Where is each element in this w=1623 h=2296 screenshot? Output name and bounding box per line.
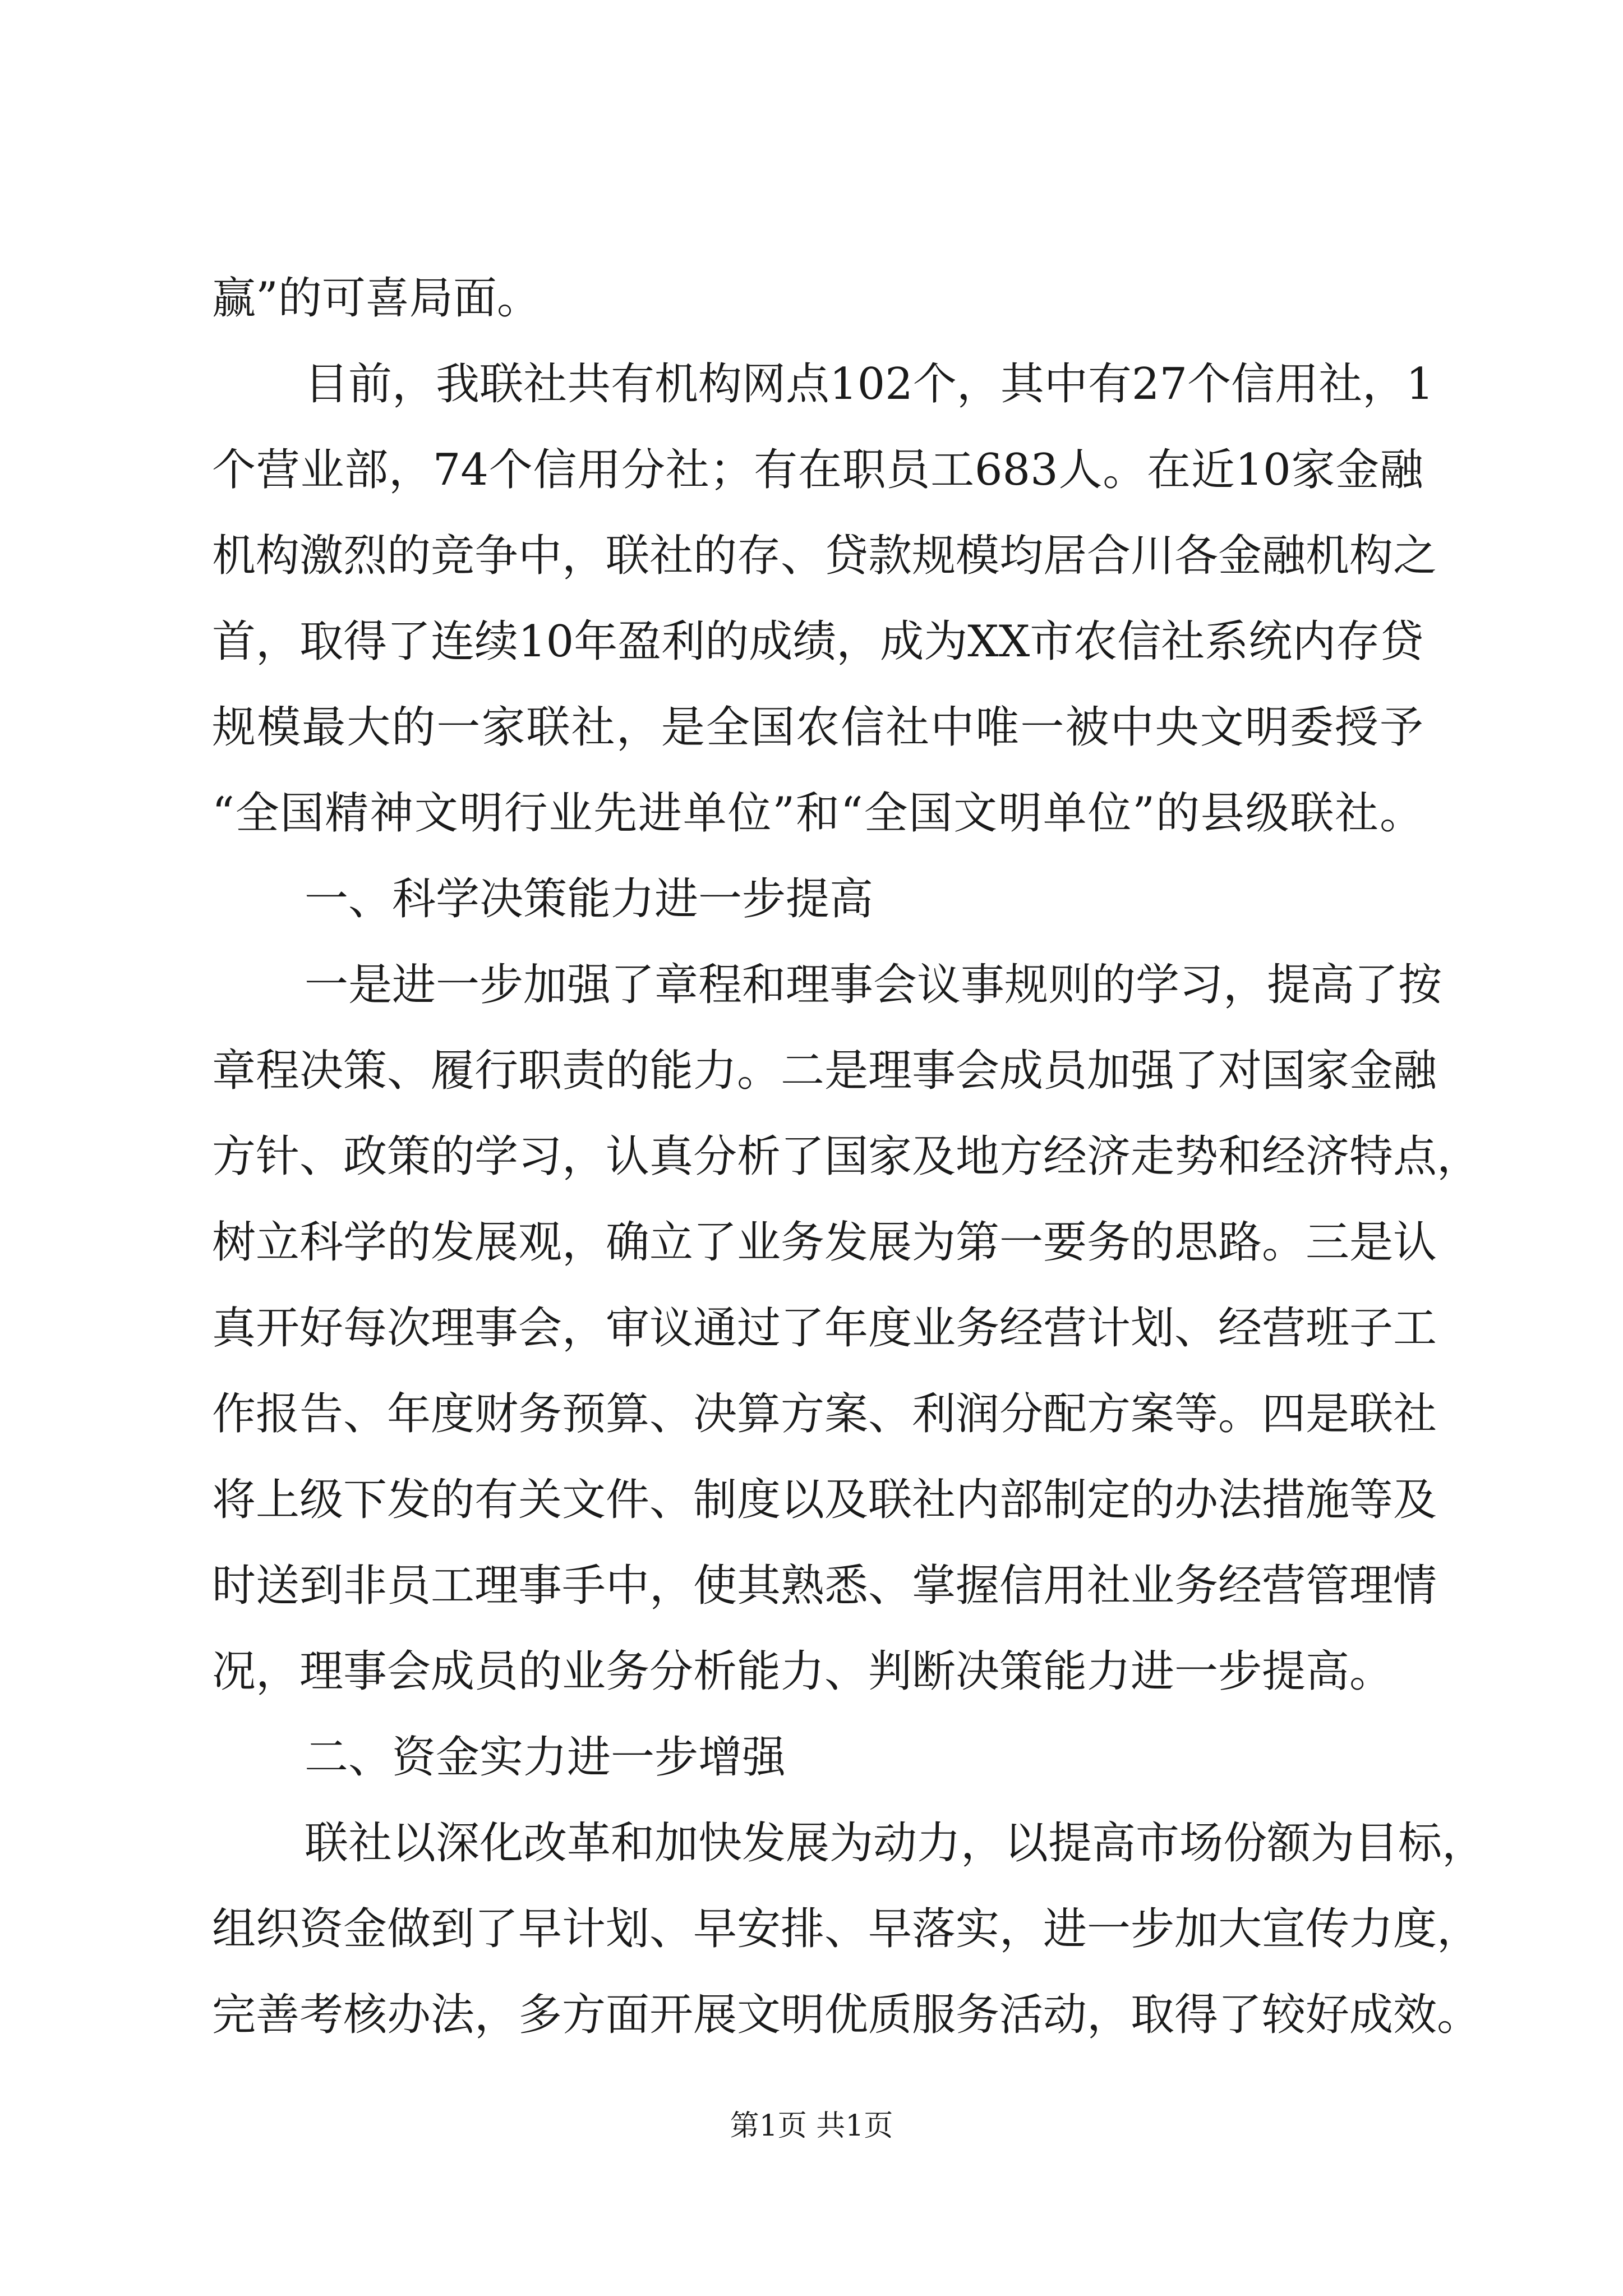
paragraph-line: “全国精神文明行业先进单位”和“全国文明单位”的县级联社。 bbox=[212, 788, 1423, 839]
paragraph-line: 个营业部，74个信用分社；有在职员工683人。在近10家金融 bbox=[212, 445, 1423, 495]
paragraph-line: 方针、政策的学习，认真分析了国家及地方经济走势和经济特点， bbox=[212, 1131, 1481, 1182]
paragraph-line: 树立科学的发展观，确立了业务发展为第一要务的思路。三是认 bbox=[212, 1217, 1437, 1268]
document-body bbox=[212, 256, 1486, 2058]
paragraph-line: 目前，我联社共有机构网点102个，其中有27个信用社，1 bbox=[305, 359, 1434, 409]
paragraph-line: 真开好每次理事会，审议通过了年度业务经营计划、经营班子工 bbox=[212, 1303, 1437, 1354]
section-heading: 一、科学决策能力进一步提高 bbox=[305, 874, 874, 924]
section-heading: 二、资金实力进一步增强 bbox=[305, 1732, 786, 1783]
paragraph-line: 机构激烈的竞争中，联社的存、贷款规模均居合川各金融机构之 bbox=[212, 531, 1437, 581]
page-footer: 第1页 共1页 bbox=[730, 2109, 893, 2143]
paragraph-line: 组织资金做到了早计划、早安排、早落实，进一步加大宣传力度， bbox=[212, 1904, 1481, 1954]
paragraph-line: 作报告、年度财务预算、决算方案、利润分配方案等。四是联社 bbox=[212, 1389, 1437, 1439]
paragraph-line: 章程决策、履行职责的能力。二是理事会成员加强了对国家金融 bbox=[212, 1046, 1437, 1096]
paragraph-line: 况，理事会成员的业务分析能力、判断决策能力进一步提高。 bbox=[212, 1646, 1394, 1697]
paragraph-line: 时送到非员工理事手中，使其熟悉、掌握信用社业务经营管理情 bbox=[212, 1561, 1437, 1611]
paragraph-line: 联社以深化改革和加快发展为动力，以提高市场份额为目标， bbox=[305, 1818, 1486, 1869]
paragraph-line: 将上级下发的有关文件、制度以及联社内部制定的办法措施等及 bbox=[212, 1475, 1437, 1525]
paragraph-line: 首，取得了连续10年盈利的成绩，成为XX市农信社系统内存贷 bbox=[212, 616, 1424, 667]
paragraph-line: 一是进一步加强了章程和理事会议事规则的学习，提高了按 bbox=[305, 960, 1442, 1010]
paragraph-line: 赢”的可喜局面。 bbox=[212, 273, 541, 324]
paragraph-line: 完善考核办法，多方面开展文明优质服务活动，取得了较好成效。 bbox=[212, 1990, 1481, 2040]
paragraph-line: 规模最大的一家联社，是全国农信社中唯一被中央文明委授予 bbox=[212, 702, 1423, 753]
